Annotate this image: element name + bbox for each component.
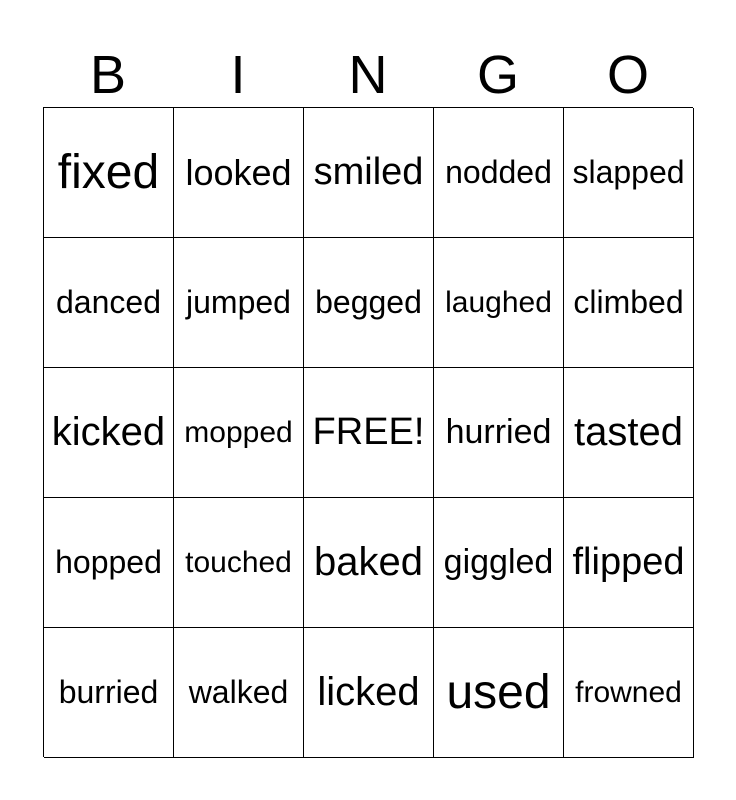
bingo-cell: danced	[44, 238, 174, 368]
bingo-header	[43, 44, 693, 106]
bingo-cell: burried	[44, 628, 174, 758]
bingo-cell: hurried	[434, 368, 564, 498]
bingo-cell: frowned	[564, 628, 694, 758]
bingo-cell: tasted	[564, 368, 694, 498]
bingo-cell: looked	[174, 108, 304, 238]
bingo-board	[43, 107, 693, 757]
bingo-cell: baked	[304, 498, 434, 628]
header-letter-b: B	[89, 45, 127, 105]
bingo-cell: slapped	[564, 108, 694, 238]
header-letter-g: G	[476, 45, 519, 105]
bingo-cell: giggled	[434, 498, 564, 628]
header-letter-i: I	[230, 45, 246, 105]
bingo-cell: jumped	[174, 238, 304, 368]
header-letter-o: O	[606, 45, 649, 105]
bingo-cell: walked	[174, 628, 304, 758]
bingo-cell: laughed	[434, 238, 564, 368]
bingo-cell: climbed	[564, 238, 694, 368]
bingo-cell: touched	[174, 498, 304, 628]
bingo-cell: used	[434, 628, 564, 758]
bingo-cell: fixed	[44, 108, 174, 238]
bingo-cell: smiled	[304, 108, 434, 238]
bingo-cell: begged	[304, 238, 434, 368]
bingo-cell: flipped	[564, 498, 694, 628]
bingo-cell: licked	[304, 628, 434, 758]
bingo-cell free-space: FREE!	[304, 368, 434, 498]
bingo-cell: kicked	[44, 368, 174, 498]
bingo-cell: nodded	[434, 108, 564, 238]
header-letter-n: N	[348, 45, 388, 105]
bingo-cell: hopped	[44, 498, 174, 628]
bingo-cell: mopped	[174, 368, 304, 498]
